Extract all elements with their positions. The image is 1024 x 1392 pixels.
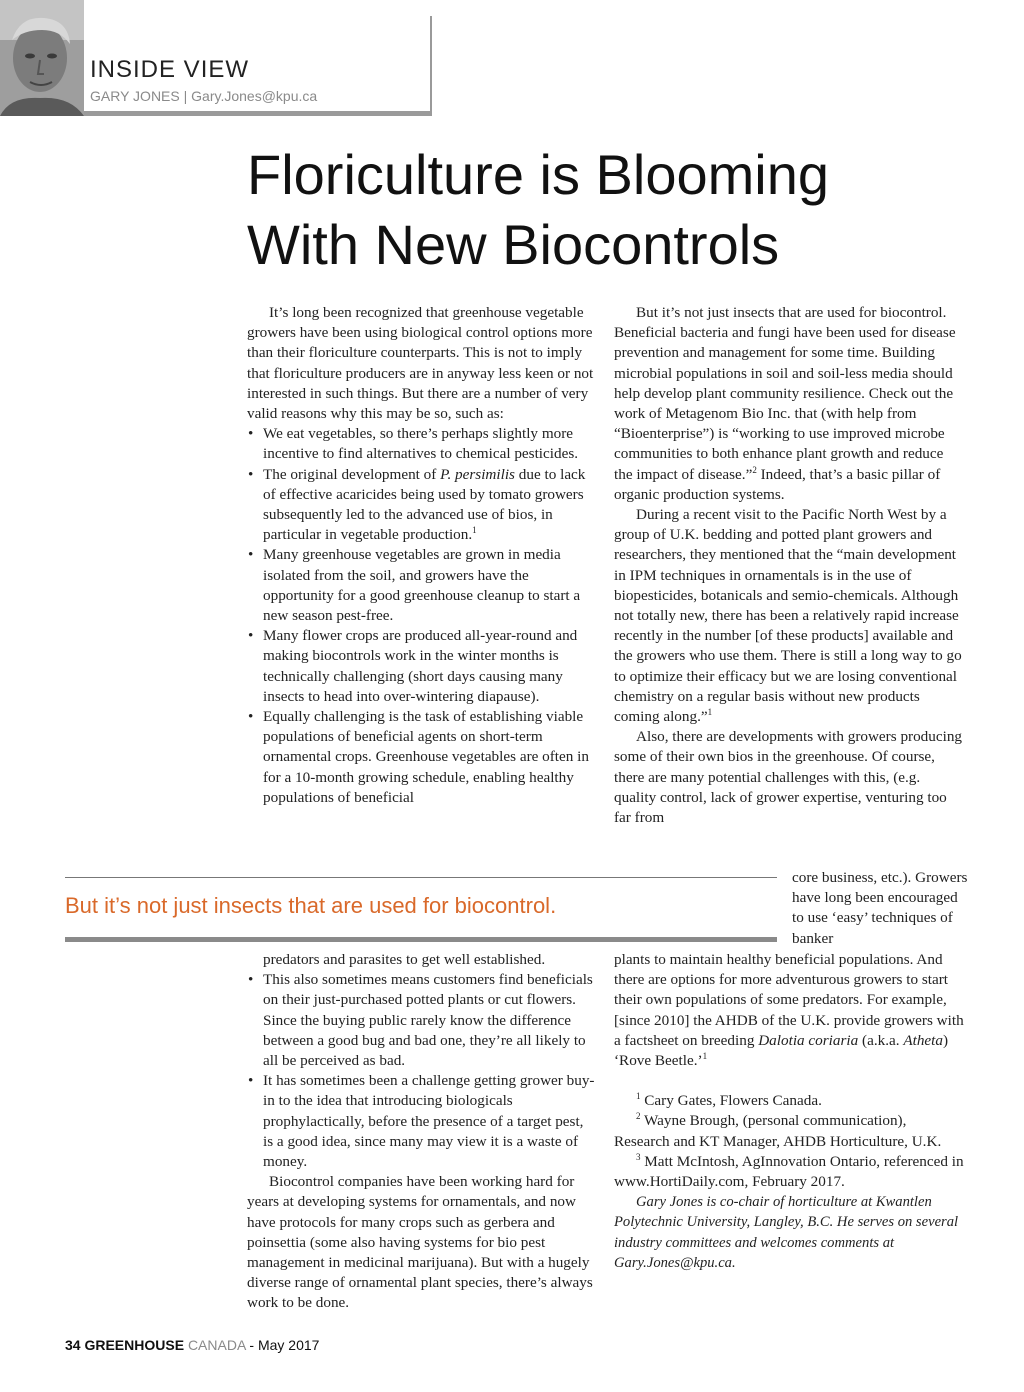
footnote-ref: 1 [707,707,713,717]
author-photo [0,0,84,116]
paragraph: Biocontrol companies have been working hard for years at developing systems for ornamentals, and now have protocols for many crops such as gerbera and poinsettia (some also having systems for bio pest management in medicinal marijuana). But with a hugely diverse range of ornamental plant species, there’s always work to be done. [247,1173,593,1312]
paragraph: During a recent visit to the Pacific North West by a group of U.K. bedding and potted plant growers and researchers, they mentioned that the “main development in IPM techniques in ornamentals is in the use of biopesticides, botanicals and semio-chemicals. Although not totally new, there has been a relatively rapid increase recently in the number [of these products] available and the growers who use them. There is still a long way to go to optimize their efficacy but we are losing conventional chemistry on a regular basis without new products coming along.”$^1$ [614,506,962,726]
footnote-ref: 2 [752,464,757,475]
section-label: INSIDE VIEW [90,56,250,83]
footer-separator: - [249,1337,255,1353]
list-item: • This also sometimes means customers find beneficials on their just-purchased potted plants or cut flowers. Since the buying public rarely know the difference between a good bug and bad one, they’re all likely to all be perceived as bad. [247,970,597,1071]
paragraph: core business, etc.). Growers have long been encouraged to use ‘easy’ techniques of banker [792,869,968,947]
publication-name-suffix: CANADA [187,1337,246,1353]
column-right-top [614,303,964,828]
list-item: • Many greenhouse vegetables are grown in media isolated from the soil, and growers have the opportunity for a good greenhouse cleanup to start a new season pest-free. [247,545,597,626]
footnote: $^1$ Cary Gates, Flowers Canada. [636,1091,822,1110]
byline [90,89,317,103]
list-item: • We eat vegetables, so there’s perhaps slightly more incentive to find alternatives to chemical pesticides. [247,424,597,464]
reasons-list-continued [247,950,597,1172]
paragraph: But it’s not just insects that are used for biocontrol. Beneficial bacteria and fungi have been used for disease prevention and management for some time. Building microbial populations in soil and soil-less media should help develop plant community resilience. Check out the work of Metagenom Bio Inc. that (with help from “Bioenterprise”) is “working to use improved microbe communities to both enhance plant growth and reduce the impact of disease.”$^2$ Indeed, that’s a basic pillar of organic production systems. [614,304,956,503]
title-line-2: With New Biocontrols [247,213,780,276]
issue-date: May 2017 [257,1337,320,1353]
author-name: GARY JONES [90,88,180,104]
pull-quote: But it’s not just insects that are used for biocontrol. [65,893,557,918]
page-number: 34 [65,1337,81,1353]
pull-quote-bottom-rule [65,937,777,942]
column-left-top [247,303,597,808]
article-title [247,140,1007,280]
footnotes [614,1091,964,1273]
column-right-wrap [792,868,972,949]
column-right-bottom [614,950,964,1273]
header-vertical-rule [430,16,432,116]
paragraph: plants to maintain healthy beneficial populations. And there are options for more adventurous growers to start their own populations of some predators. For example, [since 2010] the AHDB of the U.K. provide growers with a factsheet on breeding Dalotia coriaria (a.k.a. Atheta) ‘Rove Beetle.’$^1$ [614,951,964,1070]
list-item: • Many flower crops are produced all-year-round and making biocontrols work in the winter months is technically challenging (short days causing many insects to head into over-wintering diapause). [247,626,597,707]
page-footer [65,1337,319,1353]
author-bio: Gary Jones is co-chair of horticulture at Kwantlen Polytechnic University, Langley, B.C. He serves on several industry committees and welcomes comments at Gary.Jones@kpu.ca. [614,1194,959,1271]
pull-quote-top-rule [65,877,777,878]
species-name: P. persimilis [440,465,515,483]
author-portrait-icon [0,0,84,116]
reasons-list [247,424,597,808]
intro-paragraph: It’s long been recognized that greenhouse vegetable growers have been using biological control options more than their floriculture counterparts. This is not to imply that floriculture producers are in anyway less keen or not interested in such things. But there are a number of very valid reasons why this may be so, such as: [247,304,594,423]
list-item: • The original development of P. persimilis due to lack of effective acaricides being used by tomato growers subsequently led to the advanced use of bios, in particular in vegetable production.$^1$ [247,465,597,546]
list-item: predators and parasites to get well established. [263,951,546,968]
species-alias: Atheta [903,1031,943,1049]
footnote: $^2$ Wayne Brough, (personal communication), Research and KT Manager, AHDB Horticulture, U.K. [614,1111,942,1150]
footnote-ref: 1 [472,525,477,536]
list-item: • Equally challenging is the task of establishing viable populations of beneficial agents on short-term ornamental crops. Greenhouse vegetables are often in for a 10-month growing schedule, enabling healthy populations of beneficial [247,707,597,808]
list-item: • It has sometimes been a challenge getting grower buy-in to the idea that introducing biologicals prophylactically, before the presence of a target pest, is a good idea, since many may view it is a waste of money. [247,1071,597,1172]
column-left-bottom [247,950,597,1314]
footnote-ref: 1 [702,1050,708,1061]
byline-separator: | [183,88,188,104]
header-horizontal-rule [84,111,432,116]
author-email[interactable]: Gary.Jones@kpu.ca [191,88,318,104]
footnote: $^3$ Matt McIntosh, AgInnovation Ontario, referenced in www.HortiDaily.com, February 2017. [614,1151,964,1191]
paragraph: Also, there are developments with growers producing some of their own bios in the greenhouse. Of course, there are many potential challenges with this, (e.g. quality control, lack of grower expertise, venturing too far from [614,728,963,827]
publication-name: GREENHOUSE [84,1337,185,1353]
title-line-1: Floriculture is Blooming [247,143,829,206]
species-name: Dalotia coriaria [758,1031,859,1049]
